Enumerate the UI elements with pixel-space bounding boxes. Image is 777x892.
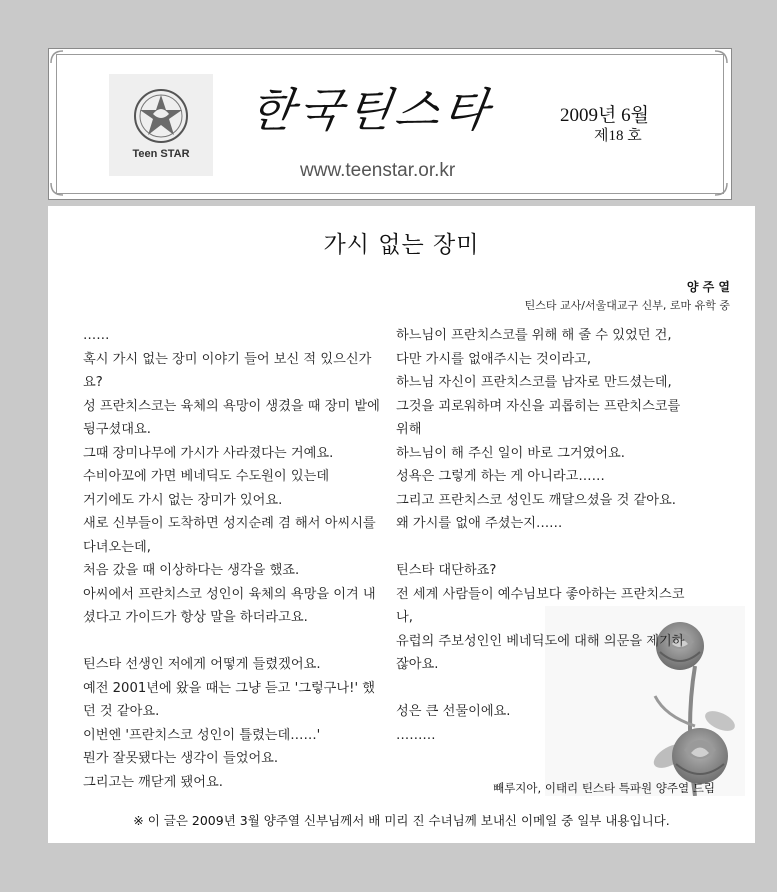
paragraph: 혹시 가시 없는 장미 이야기 들어 보신 적 있으신가요?	[83, 351, 372, 390]
teenstar-logo-icon	[131, 86, 191, 146]
paragraph-gap	[396, 536, 696, 560]
paragraph: 성은 큰 선물이에요.	[396, 704, 511, 719]
left-column	[83, 324, 383, 794]
paragraph: ……	[83, 328, 110, 343]
logo	[109, 74, 213, 176]
masthead-title: 한국틴스타	[246, 83, 496, 137]
corner-ornament-icon	[714, 50, 728, 64]
paragraph: 처음 갔을 때 이상하다는 생각을 했죠.	[83, 563, 300, 578]
paragraph-gap	[83, 630, 383, 654]
paragraph: 그때 장미나무에 가시가 사라졌다는 거예요.	[83, 445, 334, 461]
author-name: 양 주 열	[686, 280, 730, 294]
website-link[interactable]: www.teenstar.or.kr	[300, 160, 456, 181]
paragraph: 다만 가시를 없애주시는 것이라고,	[396, 351, 592, 367]
paragraph: 하느님이 해 주신 일이 바로 그거였어요.	[396, 445, 625, 461]
paragraph: ………	[396, 727, 436, 743]
paragraph: 아씨에서 프란치스코 성인이 육체의 욕망을 이겨 내셨다고 가이드가 항상 말을 하더라고요.	[83, 586, 376, 625]
paragraph: 그것을 괴로워하며 자신을 괴롭히는 프란치스코를 위해	[396, 398, 685, 437]
corner-ornament-icon	[714, 182, 728, 196]
right-column	[396, 324, 696, 747]
author-role: 틴스타 교사/서울대교구 신부, 로마 유학 중	[524, 299, 730, 312]
paragraph: 뭔가 잘못됐다는 생각이 들었어요.	[83, 751, 279, 766]
paragraph: 새로 신부들이 도착하면 성지순례 겸 해서 아씨시를 다녀오는데,	[83, 516, 380, 555]
paragraph-gap	[396, 677, 696, 701]
logo-text: Teen STAR	[132, 148, 190, 160]
paragraph: 수비아꼬에 가면 베네딕도 수도원이 있는데	[83, 469, 330, 484]
paragraph: 왜 가시를 없애 주셨는지……	[396, 516, 563, 531]
paragraph: 거기에도 가시 없는 장미가 있어요.	[83, 492, 283, 508]
article-title: 가시 없는 장미	[323, 232, 480, 258]
corner-ornament-icon	[50, 182, 64, 196]
paragraph: 틴스타 선생인 저에게 어떻게 들렸겠어요.	[83, 657, 321, 672]
issue-number: 제18 호	[594, 128, 642, 144]
article-footnote: ※ 이 글은 2009년 3월 양주열 신부님께서 배 미리 진 수녀님께 보내신 이메일 중 일부 내용입니다.	[133, 813, 670, 828]
paragraph: 이번엔 '프란치스코 성인이 틀렸는데……'	[83, 727, 321, 743]
paragraph: 유럽의 주보성인인 베네딕도에 대해 의문을 제기하잖아요.	[396, 633, 685, 672]
paragraph: 하느님이 프란치스코를 위해 해 줄 수 있었던 건,	[396, 328, 672, 343]
issue-date: 2009년 6월	[560, 105, 649, 126]
article-panel	[48, 206, 755, 843]
paragraph: 전 세계 사람들이 예수님보다 좋아하는 프란치스코나,	[396, 586, 685, 625]
paragraph: 성욕은 그렇게 하는 게 아니라고……	[396, 469, 605, 484]
paragraph: 그리고 프란치스코 성인도 깨달으셨을 것 같아요.	[396, 492, 676, 508]
paragraph: 하느님 자신이 프란치스코를 남자로 만드셨는데,	[396, 375, 672, 390]
article-credit: 빼루지아, 이태리 틴스타 특파원 양주열 드림	[493, 781, 715, 795]
paragraph: 틴스타 대단하죠?	[396, 563, 497, 578]
paragraph: 그리고는 깨닫게 됐어요.	[83, 774, 223, 790]
paragraph: 예전 2001년에 왔을 때는 그냥 듣고 '그렇구나!' 했던 것 같아요.	[83, 680, 376, 719]
paragraph: 성 프란치스코는 육체의 욕망이 생겼을 때 장미 밭에 뒹구셨대요.	[83, 398, 385, 437]
corner-ornament-icon	[50, 50, 64, 64]
